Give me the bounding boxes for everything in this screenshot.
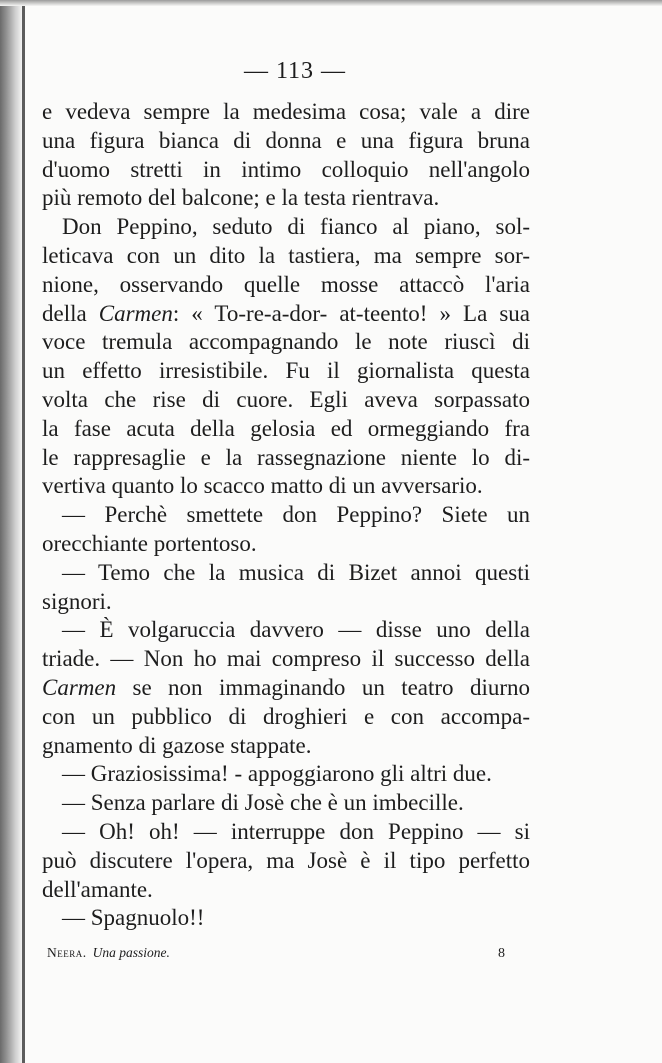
text-line: orecchiante portentoso.: [42, 530, 257, 556]
signature-mark: 8: [498, 946, 505, 961]
text-line: della Carmen: « To-re-a-dor- at-teento! » La sua: [42, 300, 530, 326]
text-line: — Senza parlare di Josè che è un imbecille.: [62, 790, 464, 816]
text-line: un effetto irresistibile. Fu il giornalista questa: [42, 358, 530, 384]
footer-source: [47, 945, 170, 961]
text-line: Carmen se non immaginando un teatro diurno: [42, 674, 530, 700]
text-line: leticava con un dito la tastiera, ma sempre sor-: [42, 242, 530, 268]
text-line: la fase acuta della gelosia ed ormeggiando fra: [42, 415, 530, 441]
text-line: — Perchè smettete don Peppino? Siete un: [62, 502, 530, 528]
text-line: triade. — Non ho mai compreso il successo della: [42, 646, 530, 672]
page-top-edge: [0, 0, 662, 6]
text-line: volta che rise di cuore. Egli aveva sorpassato: [42, 386, 530, 412]
text-line: una figura bianca di donna e una figura bruna: [42, 127, 530, 153]
text-line: — È volgaruccia davvero — disse uno della: [62, 617, 530, 643]
text-line: — Oh! oh! — interruppe don Peppino — si: [62, 818, 530, 844]
text-line: voce tremula accompagnando le note riuscì di: [42, 329, 530, 355]
text-line: gnamento di gazose stappate.: [42, 732, 312, 758]
text-line: d'uomo stretti in intimo colloquio nell'angolo: [42, 156, 530, 182]
text-line: le rappresaglie e la rassegnazione niente lo di-: [42, 444, 530, 470]
footer-author: Neera.: [47, 945, 87, 960]
text-line: può discutere l'opera, ma Josè è il tipo perfetto: [42, 847, 530, 873]
binding-edge: [22, 0, 25, 1063]
text-line: con un pubblico di droghieri e con accompa-: [42, 703, 530, 729]
text-line: Don Peppino, seduto di fianco al piano, sol-: [62, 214, 530, 240]
text-line: più remoto del balcone; e la testa rientrava.: [42, 185, 440, 211]
text-line: e vedeva sempre la medesima cosa; vale a dire: [42, 99, 530, 124]
text-line: — Spagnuolo!!: [62, 905, 205, 931]
text-line: signori.: [42, 588, 112, 614]
footer-title: Una passione.: [92, 945, 170, 960]
page-text: [42, 98, 530, 933]
text-line: — Graziosissima! - appoggiarono gli altri due.: [62, 761, 492, 787]
page-number: — 113 —: [243, 58, 347, 84]
text-line: dell'amante.: [42, 876, 153, 902]
text-line: — Temo che la musica di Bizet annoi questi: [62, 559, 530, 585]
page-footer: [47, 945, 505, 962]
book-spine-shadow: [0, 0, 22, 1063]
text-line: nione, osservando quelle mosse attaccò l'aria: [42, 271, 530, 297]
text-line: vertiva quanto lo scacco matto di un avversario.: [42, 473, 483, 499]
